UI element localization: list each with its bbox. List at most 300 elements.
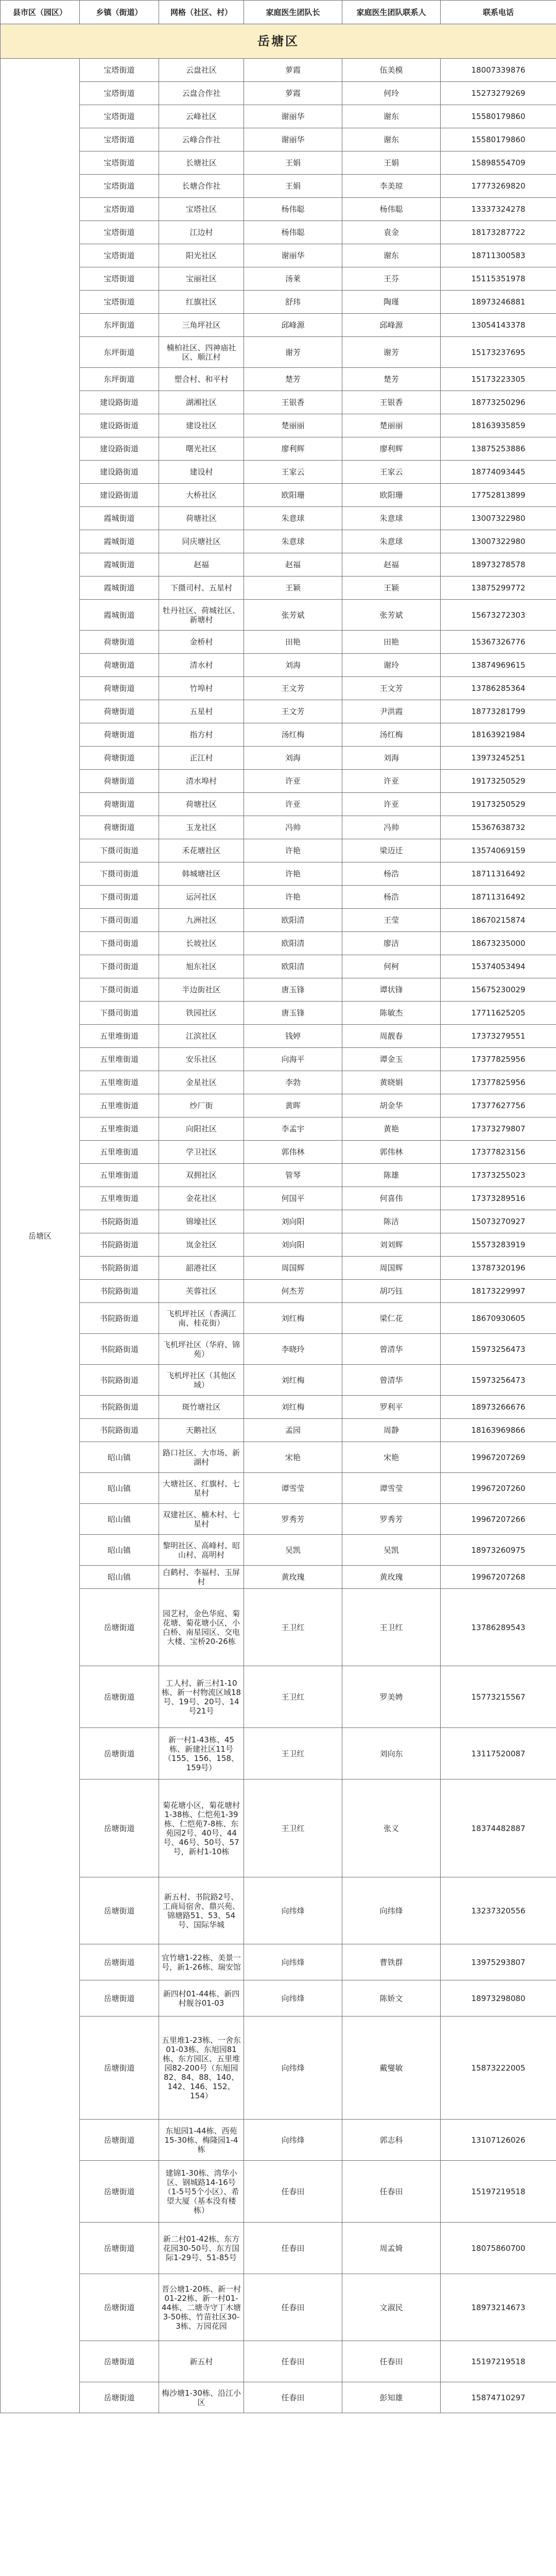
team-contact-cell: 周国辉: [342, 1257, 441, 1280]
table-row: [1, 1048, 556, 1071]
team-leader-cell: 刘向阳: [244, 1210, 342, 1233]
team-contact-cell: 彭知雄: [342, 2382, 441, 2413]
grid-cell: 清水村: [159, 654, 244, 677]
team-leader-cell: 向海平: [244, 1048, 342, 1071]
grid-cell: 玉龙社区: [159, 816, 244, 839]
table-row: [1, 2016, 556, 2120]
team-contact-cell: 许亚: [342, 793, 441, 816]
team-contact-cell: 曹铁群: [342, 1944, 441, 1980]
phone-cell: 17711625205: [441, 1002, 556, 1025]
phone-cell: 18773281799: [441, 700, 556, 723]
table-row: [1, 267, 556, 291]
team-contact-cell: 陈洁: [342, 1210, 441, 1233]
phone-cell: 18374482887: [441, 1780, 556, 1877]
grid-cell: 天鹅社区: [159, 1419, 244, 1442]
table-row: [1, 723, 556, 747]
table-row: [1, 2382, 556, 2413]
team-leader-cell: 欧阳清: [244, 932, 342, 955]
team-contact-cell: 王莹: [342, 909, 441, 932]
grid-cell: 芙蓉社区: [159, 1280, 244, 1303]
town-cell: 五里堆街道: [80, 1117, 159, 1141]
team-leader-cell: 谢芳: [244, 337, 342, 368]
team-leader-cell: 王颖: [244, 577, 342, 600]
phone-cell: 15673272303: [441, 600, 556, 631]
phone-cell: 17377823156: [441, 1141, 556, 1164]
phone-cell: 18711316492: [441, 862, 556, 886]
phone-cell: 13054143378: [441, 314, 556, 337]
team-contact-cell: 尹洪霞: [342, 700, 441, 723]
team-contact-cell: 吴凯: [342, 1535, 441, 1566]
grid-cell: 云峰合作社: [159, 128, 244, 151]
section-row: [1, 24, 556, 59]
team-leader-cell: 黄晖: [244, 1094, 342, 1117]
town-cell: 宝塔街道: [80, 198, 159, 221]
team-leader-cell: 谢丽华: [244, 105, 342, 128]
phone-cell: 18774093445: [441, 461, 556, 484]
team-leader-cell: 欧阳珊: [244, 484, 342, 507]
phone-cell: 17752813899: [441, 484, 556, 507]
team-leader-cell: 汤红梅: [244, 723, 342, 747]
team-contact-cell: 许亚: [342, 770, 441, 793]
grid-cell: 韩城塘社区: [159, 862, 244, 886]
phone-cell: 18075860700: [441, 2223, 556, 2274]
team-contact-cell: 梁仁花: [342, 1303, 441, 1334]
phone-cell: 18773250296: [441, 391, 556, 414]
team-leader-cell: 任春田: [244, 2223, 342, 2274]
team-contact-cell: 罗美娉: [342, 1666, 441, 1728]
grid-cell: 指方村: [159, 723, 244, 747]
table-row: [1, 1473, 556, 1504]
team-contact-cell: 陈娇文: [342, 1980, 441, 2016]
table-row: [1, 1187, 556, 1210]
town-cell: 下摄司街道: [80, 862, 159, 886]
phone-cell: 15115351978: [441, 267, 556, 291]
table-row: [1, 59, 556, 82]
phone-cell: 18711316492: [441, 886, 556, 909]
table-row: [1, 1257, 556, 1280]
town-cell: 荷塘街道: [80, 723, 159, 747]
grid-cell: 新一村1-43栋、45栋、新建社区11号（155、156、158、159号）: [159, 1728, 244, 1780]
team-contact-cell: 曾清华: [342, 1365, 441, 1396]
town-cell: 下摄司街道: [80, 909, 159, 932]
team-leader-cell: 唐玉锋: [244, 1002, 342, 1025]
phone-cell: 13786285364: [441, 677, 556, 700]
phone-cell: 19173250529: [441, 793, 556, 816]
team-contact-cell: 何柯: [342, 955, 441, 978]
team-contact-cell: 罗利平: [342, 1396, 441, 1419]
grid-cell: 荷塘社区: [159, 507, 244, 530]
team-contact-cell: 曾清华: [342, 1334, 441, 1365]
team-contact-cell: 刘刘辉: [342, 1233, 441, 1257]
team-leader-cell: 萝霞: [244, 82, 342, 105]
team-leader-cell: 刘红梅: [244, 1303, 342, 1334]
town-cell: 岳塘街道: [80, 1780, 159, 1877]
grid-cell: 云峰社区: [159, 105, 244, 128]
team-leader-cell: 王文芳: [244, 700, 342, 723]
team-contact-cell: 周靓春: [342, 1025, 441, 1048]
grid-cell: 白鹤村、李福村、玉屏村: [159, 1566, 244, 1589]
phone-cell: 15367326776: [441, 631, 556, 654]
team-leader-cell: 任春田: [244, 2274, 342, 2341]
phone-cell: 15197219518: [441, 2341, 556, 2382]
phone-cell: 17373289516: [441, 1187, 556, 1210]
team-leader-cell: 冯帅: [244, 816, 342, 839]
grid-cell: 曙光社区: [159, 437, 244, 461]
phone-cell: 13117520087: [441, 1728, 556, 1780]
table-row: [1, 128, 556, 151]
table-row: [1, 553, 556, 577]
grid-cell: 安乐社区: [159, 1048, 244, 1071]
phone-cell: 18973260975: [441, 1535, 556, 1566]
table-row: [1, 955, 556, 978]
grid-cell: 菊花塘小区，菊花塘村1-38栋、仁恺苑1-39栋、仁恺苑7-8栋、东苑园2号、40号、44号、46号、50号、57号，新村1-10栋: [159, 1780, 244, 1877]
grid-cell: 下摄司村、五星村: [159, 577, 244, 600]
table-row: [1, 747, 556, 770]
town-cell: 岳塘街道: [80, 2341, 159, 2382]
team-contact-cell: 黄艳: [342, 1117, 441, 1141]
team-leader-cell: 王卫红: [244, 1666, 342, 1728]
grid-cell: 飞机坪社区（其他区域）: [159, 1365, 244, 1396]
section-title: 岳塘区: [1, 24, 556, 59]
table-row: [1, 1589, 556, 1666]
team-contact-cell: 王卫红: [342, 1589, 441, 1666]
table-row: [1, 1025, 556, 1048]
team-contact-cell: 王颖: [342, 577, 441, 600]
team-leader-cell: 欧阳清: [244, 909, 342, 932]
phone-cell: 15773215567: [441, 1666, 556, 1728]
town-cell: 荷塘街道: [80, 631, 159, 654]
grid-cell: 建锦1-30栋、湾华小区、钢城路14-16号（1-5号5个小区）、希望大厦（基本没有楼栋）: [159, 2161, 244, 2223]
grid-cell: 黎明社区、高峰村、昭山村、高明村: [159, 1535, 244, 1566]
team-leader-cell: 谭雪莹: [244, 1473, 342, 1504]
table-row: [1, 244, 556, 267]
team-contact-cell: 宋艳: [342, 1442, 441, 1473]
phone-cell: 18173287722: [441, 221, 556, 244]
table-row: [1, 577, 556, 600]
team-contact-cell: 陶瑾: [342, 291, 441, 314]
town-cell: 宝塔街道: [80, 175, 159, 198]
team-contact-cell: 廖利辉: [342, 437, 441, 461]
grid-cell: 正江村: [159, 747, 244, 770]
grid-cell: 运河社区: [159, 886, 244, 909]
col-header-team-leader: 家庭医生团队长: [244, 1, 342, 24]
table-row: [1, 1303, 556, 1334]
phone-cell: 17377627756: [441, 1094, 556, 1117]
team-leader-cell: 朱意球: [244, 507, 342, 530]
town-cell: 岳塘街道: [80, 2274, 159, 2341]
grid-cell: 五星村: [159, 700, 244, 723]
town-cell: 宝塔街道: [80, 105, 159, 128]
team-leader-cell: 钱婷: [244, 1025, 342, 1048]
team-contact-cell: 刘向东: [342, 1728, 441, 1780]
phone-cell: 17373279807: [441, 1117, 556, 1141]
town-cell: 荷塘街道: [80, 654, 159, 677]
phone-cell: 18973214673: [441, 2274, 556, 2341]
team-leader-cell: 吴凯: [244, 1535, 342, 1566]
team-leader-cell: 谢丽华: [244, 128, 342, 151]
team-contact-cell: 王银香: [342, 391, 441, 414]
team-leader-cell: 许亚: [244, 770, 342, 793]
town-cell: 岳塘街道: [80, 2223, 159, 2274]
team-leader-cell: 楚芳: [244, 368, 342, 391]
team-contact-cell: 谢东: [342, 128, 441, 151]
team-leader-cell: 何国平: [244, 1187, 342, 1210]
grid-cell: 阳光社区: [159, 244, 244, 267]
table-row: [1, 770, 556, 793]
table-row: [1, 862, 556, 886]
table-row: [1, 198, 556, 221]
team-contact-cell: 伍美模: [342, 59, 441, 82]
team-contact-cell: 杨浩: [342, 862, 441, 886]
phone-cell: 13874969615: [441, 654, 556, 677]
team-leader-cell: 周国辉: [244, 1257, 342, 1280]
grid-cell: 斑竹塘社区: [159, 1396, 244, 1419]
team-leader-cell: 刘红梅: [244, 1365, 342, 1396]
team-leader-cell: 赵福: [244, 553, 342, 577]
town-cell: 五里堆街道: [80, 1164, 159, 1187]
table-row: [1, 530, 556, 553]
phone-cell: 15973256473: [441, 1365, 556, 1396]
table-row: [1, 654, 556, 677]
town-cell: 东坪街道: [80, 314, 159, 337]
team-leader-cell: 任春田: [244, 2341, 342, 2382]
table-row: [1, 1504, 556, 1535]
col-header-team-contact: 家庭医生团队联系人: [342, 1, 441, 24]
grid-cell: 工人村、新三村1-10栋、新一村物流区域18号、19号、20号、14号21号: [159, 1666, 244, 1728]
phone-cell: 15367638732: [441, 816, 556, 839]
phone-cell: 13787320196: [441, 1257, 556, 1280]
team-leader-cell: 宋艳: [244, 1442, 342, 1473]
col-header-phone: 联系电话: [441, 1, 556, 24]
phone-cell: 18673235000: [441, 932, 556, 955]
town-cell: 霞城街道: [80, 530, 159, 553]
grid-cell: 红旗社区: [159, 291, 244, 314]
team-contact-cell: 陈敏杰: [342, 1002, 441, 1025]
table-row: [1, 175, 556, 198]
team-contact-cell: 郭志科: [342, 2120, 441, 2161]
team-contact-cell: 田艳: [342, 631, 441, 654]
table-row: [1, 2223, 556, 2274]
team-contact-cell: 何玲: [342, 82, 441, 105]
grid-cell: 双建社区、楠木村、七星村: [159, 1504, 244, 1535]
table-row: [1, 932, 556, 955]
table-row: [1, 368, 556, 391]
table-row: [1, 1117, 556, 1141]
phone-cell: 15898554709: [441, 151, 556, 175]
team-leader-cell: 王娟: [244, 175, 342, 198]
table-row: [1, 677, 556, 700]
team-contact-cell: 文淑民: [342, 2274, 441, 2341]
grid-cell: 韶港社区: [159, 1257, 244, 1280]
team-contact-cell: 张义: [342, 1780, 441, 1877]
grid-cell: 路口社区、大市场、新湖村: [159, 1442, 244, 1473]
town-cell: 五里堆街道: [80, 1048, 159, 1071]
team-contact-cell: 任春田: [342, 2341, 441, 2382]
phone-cell: 18711300583: [441, 244, 556, 267]
grid-cell: 梅沙塘1-30栋、沿江小区: [159, 2382, 244, 2413]
phone-cell: 15273279269: [441, 82, 556, 105]
town-cell: 岳塘街道: [80, 1666, 159, 1728]
table-row: [1, 1002, 556, 1025]
town-cell: 宝塔街道: [80, 59, 159, 82]
phone-cell: 13007322980: [441, 530, 556, 553]
team-contact-cell: 袁金: [342, 221, 441, 244]
table-row: [1, 391, 556, 414]
grid-cell: 长塘社区: [159, 151, 244, 175]
table-row: [1, 314, 556, 337]
town-cell: 宝塔街道: [80, 151, 159, 175]
town-cell: 建设路街道: [80, 414, 159, 437]
team-contact-cell: 汤红梅: [342, 723, 441, 747]
phone-cell: 18973246881: [441, 291, 556, 314]
phone-cell: 15073270927: [441, 1210, 556, 1233]
town-cell: 宝塔街道: [80, 128, 159, 151]
team-contact-cell: 李美琼: [342, 175, 441, 198]
grid-cell: 双拥社区: [159, 1164, 244, 1187]
grid-cell: 长坡社区: [159, 932, 244, 955]
phone-cell: 19967207268: [441, 1566, 556, 1589]
col-header-grid: 网格（社区、村）: [159, 1, 244, 24]
grid-cell: 大塘社区、红旗村、七星村: [159, 1473, 244, 1504]
team-contact-cell: 谢玲: [342, 654, 441, 677]
team-leader-cell: 孟园: [244, 1419, 342, 1442]
table-row: [1, 105, 556, 128]
team-leader-cell: 李勃: [244, 1071, 342, 1094]
table-row: [1, 1419, 556, 1442]
table-row: [1, 1233, 556, 1257]
phone-cell: 19967207266: [441, 1504, 556, 1535]
table-row: [1, 507, 556, 530]
team-leader-cell: 任春田: [244, 2382, 342, 2413]
phone-cell: 19967207269: [441, 1442, 556, 1473]
town-cell: 东坪街道: [80, 337, 159, 368]
grid-cell: 学卫社区: [159, 1141, 244, 1164]
phone-cell: 13786289543: [441, 1589, 556, 1666]
team-leader-cell: 唐玉锋: [244, 978, 342, 1002]
team-contact-cell: 任春田: [342, 2161, 441, 2223]
phone-cell: 15580179860: [441, 105, 556, 128]
team-leader-cell: 任春田: [244, 2161, 342, 2223]
phone-cell: 18973298080: [441, 1980, 556, 2016]
grid-cell: 金花社区: [159, 1187, 244, 1210]
team-contact-cell: 胡巧钰: [342, 1280, 441, 1303]
table-row: [1, 1164, 556, 1187]
team-leader-cell: 张芳斌: [244, 600, 342, 631]
team-contact-cell: 张芳斌: [342, 600, 441, 631]
team-leader-cell: 李晓玲: [244, 1334, 342, 1365]
town-cell: 五里堆街道: [80, 1187, 159, 1210]
phone-cell: 18163921984: [441, 723, 556, 747]
table-row: [1, 2341, 556, 2382]
town-cell: 昭山镇: [80, 1504, 159, 1535]
team-leader-cell: 朱意球: [244, 530, 342, 553]
team-contact-cell: 梁迈迁: [342, 839, 441, 862]
grid-cell: 新五村、书院路2号、工商局宿舍、鼎兴苑、锦塘路51、53、54号、国际华城: [159, 1877, 244, 1944]
table-row: [1, 793, 556, 816]
town-cell: 霞城街道: [80, 600, 159, 631]
town-cell: 建设路街道: [80, 461, 159, 484]
team-leader-cell: 许艳: [244, 862, 342, 886]
team-leader-cell: 欧阳清: [244, 955, 342, 978]
col-header-county: 县市区（园区）: [1, 1, 80, 24]
table-row: [1, 2120, 556, 2161]
table-row: [1, 291, 556, 314]
town-cell: 荷塘街道: [80, 793, 159, 816]
team-contact-cell: 胡金华: [342, 1094, 441, 1117]
town-cell: 下摄司街道: [80, 932, 159, 955]
grid-cell: 云盘社区: [159, 59, 244, 82]
town-cell: 宝塔街道: [80, 291, 159, 314]
table-row: [1, 414, 556, 437]
town-cell: 五里堆街道: [80, 1071, 159, 1094]
table-row: [1, 1141, 556, 1164]
town-cell: 岳塘街道: [80, 2120, 159, 2161]
phone-cell: 18973266676: [441, 1396, 556, 1419]
phone-cell: 13237320556: [441, 1877, 556, 1944]
table-row: [1, 1210, 556, 1233]
team-leader-cell: 楚丽丽: [244, 414, 342, 437]
town-cell: 书院路街道: [80, 1280, 159, 1303]
team-contact-cell: 黄晓娟: [342, 1071, 441, 1094]
grid-cell: 宝塔社区: [159, 198, 244, 221]
phone-cell: 17377825956: [441, 1071, 556, 1094]
grid-cell: 荷塘社区: [159, 793, 244, 816]
table-row: [1, 631, 556, 654]
team-contact-cell: 朱意球: [342, 507, 441, 530]
team-contact-cell: 谢芳: [342, 337, 441, 368]
team-contact-cell: 戴燮敏: [342, 2016, 441, 2120]
grid-cell: 云盘合作社: [159, 82, 244, 105]
phone-cell: 13973245251: [441, 747, 556, 770]
team-leader-cell: 汤莱: [244, 267, 342, 291]
grid-cell: 江边村: [159, 221, 244, 244]
grid-cell: 湖湘社区: [159, 391, 244, 414]
phone-cell: 18163935859: [441, 414, 556, 437]
team-leader-cell: 向纬烽: [244, 1980, 342, 2016]
table-row: [1, 151, 556, 175]
grid-cell: 半边街社区: [159, 978, 244, 1002]
team-contact-cell: 王文芳: [342, 677, 441, 700]
grid-cell: 塑合村、和平村: [159, 368, 244, 391]
town-cell: 荷塘街道: [80, 700, 159, 723]
team-contact-cell: 冯帅: [342, 816, 441, 839]
phone-cell: 17773269820: [441, 175, 556, 198]
table-row: [1, 700, 556, 723]
phone-cell: 15973256473: [441, 1334, 556, 1365]
team-contact-cell: 郭伟林: [342, 1141, 441, 1164]
col-header-town: 乡镇（街道）: [80, 1, 159, 24]
grid-cell: 旭东社区: [159, 955, 244, 978]
grid-cell: 新四村01-44栋、新四村舰谷01-03: [159, 1980, 244, 2016]
grid-cell: 宝丽社区: [159, 267, 244, 291]
team-contact-cell: 谢东: [342, 105, 441, 128]
team-contact-cell: 欧阳珊: [342, 484, 441, 507]
grid-cell: 纱厂街: [159, 1094, 244, 1117]
team-contact-cell: 楚芳: [342, 368, 441, 391]
town-cell: 岳塘街道: [80, 1877, 159, 1944]
grid-cell: 五里堆1-23栋、一舍东01-03栋、东旭园81栋、东方园区、五里堆园82-200号（东旭园82、84、88、140、142、146、152、154）: [159, 2016, 244, 2120]
phone-cell: 15573283919: [441, 1233, 556, 1257]
town-cell: 书院路街道: [80, 1334, 159, 1365]
phone-cell: 13875253886: [441, 437, 556, 461]
phone-cell: 13875299772: [441, 577, 556, 600]
town-cell: 书院路街道: [80, 1257, 159, 1280]
table-row: [1, 1365, 556, 1396]
phone-cell: 19967207260: [441, 1473, 556, 1504]
town-cell: 岳塘街道: [80, 1980, 159, 2016]
phone-cell: 13975293807: [441, 1944, 556, 1980]
team-leader-cell: 许艳: [244, 886, 342, 909]
